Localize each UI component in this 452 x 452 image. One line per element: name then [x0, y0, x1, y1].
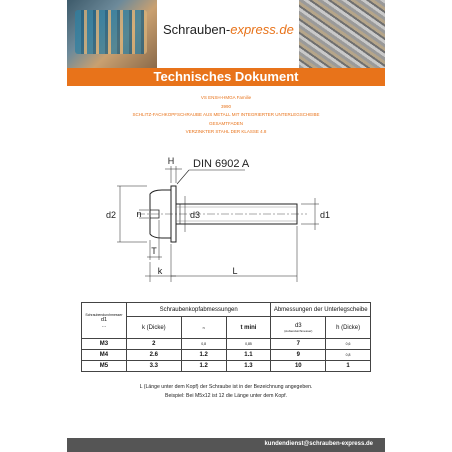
screws-photo — [299, 0, 385, 68]
table-row: M4 2.6 1.2 1.1 9 0,8 — [82, 350, 371, 361]
header-t: t mini — [226, 317, 271, 339]
header-banner — [67, 0, 385, 68]
header-head-dimensions: Schraubenkopfabmessungen — [126, 303, 270, 317]
header-screw-diameter: Schraubendurchmesser d1 … — [82, 303, 127, 339]
tools-photo — [67, 0, 157, 68]
product-description: SCHLITZ-FACHKOPFSCHRAUBE AUS METALL MIT INTEGRIERTER UNTERLEGSCHEIBE — [132, 112, 320, 117]
dim-t-label: T — [151, 246, 157, 256]
footer-email-link[interactable]: kundendienst@schrauben-express.de — [264, 441, 373, 447]
dim-l-label: L — [232, 266, 238, 276]
dim-d2-label: d2 — [105, 210, 117, 220]
document-title-bar — [67, 68, 385, 86]
header-h: h (Dicke) — [326, 317, 371, 339]
header-d3: d3 (Außendurchmesser) — [271, 317, 326, 339]
table-row: M3 2 0,8 0,85 7 0,6 — [82, 339, 371, 350]
dim-n-label: n — [136, 209, 142, 219]
document-page — [67, 0, 385, 452]
header-washer-dimensions: Abmessungen der Unterlegscheibe — [271, 303, 371, 317]
dimensions-table — [81, 302, 371, 372]
din-standard-label: DIN 6902 A — [193, 158, 250, 170]
example-note: Beispiel: Bei M5x12 ist 12 die Länge unter dem Kopf. — [165, 393, 287, 399]
product-number: 3990 — [220, 104, 231, 109]
length-note: L (Länge unter dem Kopf) der Schraube ist in der Bezeichnung angegeben. — [139, 384, 313, 390]
header-k: k (Dicke) — [126, 317, 181, 339]
product-family: VS ENSH-HMGA Familie — [200, 95, 252, 100]
brand-name-main: Schrauben- — [163, 22, 231, 37]
dim-d3-label: d3 — [189, 210, 201, 220]
table-row: M5 3.3 1.2 1.3 10 1 — [82, 361, 371, 372]
document-title: Technisches Dokument — [153, 69, 299, 84]
brand-logo[interactable] — [163, 22, 294, 37]
material-class: VERZINKTER STAHL DER KLASSE 4.8 — [185, 129, 267, 134]
dim-h-label: H — [167, 156, 175, 166]
thread-type: GESAMTFADEN — [208, 121, 243, 126]
dim-k-label: k — [157, 266, 163, 276]
brand-name-accent: express.de — [230, 22, 294, 37]
footer-bar — [67, 438, 385, 452]
header-n: n — [181, 317, 226, 339]
screw-drawing — [67, 150, 385, 290]
dim-d1-label: d1 — [319, 210, 331, 220]
